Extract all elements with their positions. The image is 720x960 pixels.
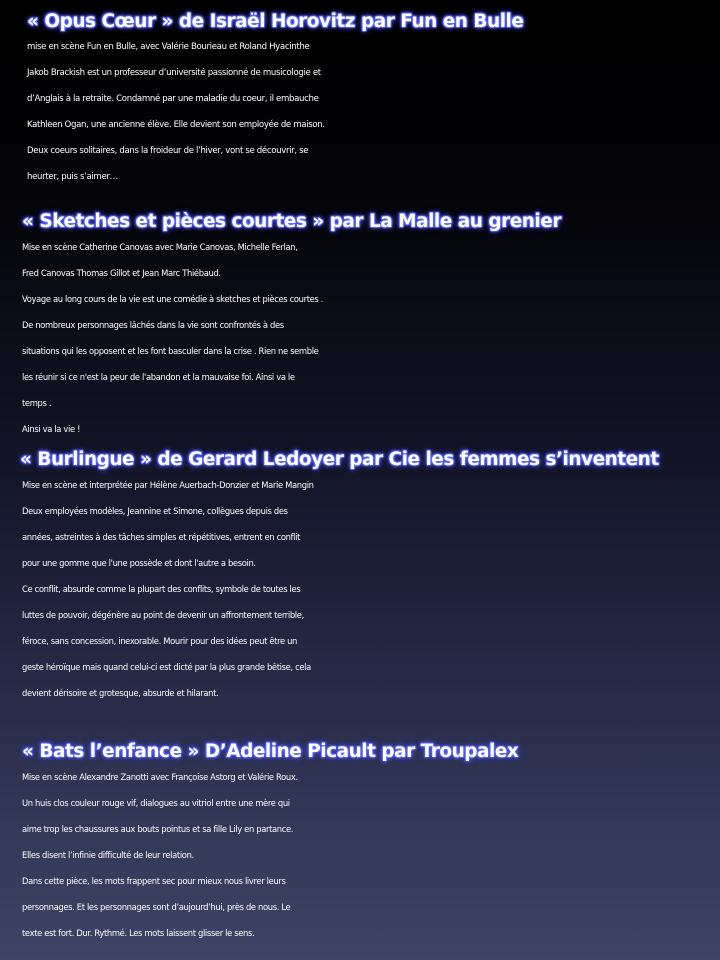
- body-line: les réunir si ce n'est la peur de l'abandon et la mauvaise foi. Ainsi va le: [22, 372, 295, 382]
- body-line: Dans cette pièce, les mots frappent sec pour mieux nous livrer leurs: [22, 876, 286, 886]
- body-line: personnages. Et les personnages sont d’aujourd’hui, près de nous. Le: [22, 902, 291, 912]
- body-line: Elles disent l’infinie difficulté de leur relation.: [22, 850, 194, 860]
- body-line: pour une gomme que l'une possède et dont l'autre a besoin.: [22, 558, 256, 568]
- section-title: « Opus Cœur » de Israël Horovitz par Fun en Bulle: [27, 11, 524, 32]
- body-line: situations qui les opposent et les font basculer dans la crise . Rien ne semble: [22, 346, 319, 356]
- body-line: devient dérisoire et grotesque, absurde et hilarant.: [22, 688, 219, 698]
- body-line: Un huis clos couleur rouge vif, dialogues au vitriol entre une mère qui: [22, 798, 290, 808]
- section-sketches: [0, 210, 720, 442]
- body-line: Mise en scène Alexandre Zanotti avec Françoise Astorg et Valérie Roux.: [22, 772, 298, 782]
- section-bats-lenfance: [0, 740, 720, 946]
- body-line: Voyage au long cours de la vie est une comédie à sketches et pièces courtes .: [22, 294, 324, 304]
- body-line: heurter, puis s’aimer…: [27, 172, 118, 182]
- section-title: « Bats l’enfance » D’Adeline Picault par Troupalex: [22, 741, 519, 762]
- section-title: « Sketches et pièces courtes » par La Malle au grenier: [22, 211, 561, 232]
- body-line: Jakob Brackish est un professeur d’université passionné de musicologie et: [27, 68, 321, 78]
- body-line: Ainsi va la vie !: [22, 424, 81, 434]
- body-line: geste héroïque mais quand celui-ci est dicté par la plus grande bêtise, cela: [22, 662, 311, 672]
- body-line: mise en scène Fun en Bulle, avec Valérie Bourieau et Roland Hyacinthe: [27, 42, 310, 52]
- section-title: « Burlingue » de Gerard Ledoyer par Cie les femmes s’inventent: [20, 449, 659, 470]
- body-line: De nombreux personnages lâchés dans la vie sont confrontés à des: [22, 320, 284, 330]
- body-line: féroce, sans concession, inexorable. Mourir pour des idées peut être un: [22, 636, 298, 646]
- body-line: d’Anglais à la retraite. Condamné par une maladie du coeur, il embauche: [27, 94, 319, 104]
- body-line: aime trop les chaussures aux bouts pointus et sa fille Lily en partance.: [22, 824, 294, 834]
- body-line: Ce conflit, absurde comme la plupart des conflits, symbole de toutes les: [22, 584, 301, 594]
- body-line: Deux employées modèles, Jeannine et Simone, collègues depuis des: [22, 506, 288, 516]
- body-line: Mise en scène Catherine Canovas avec Marie Canovas, Michelle Ferlan,: [22, 242, 298, 252]
- section-opus-coeur: [0, 10, 720, 190]
- body-line: Fred Canovas Thomas Gillot et Jean Marc Thiébaud.: [22, 268, 221, 278]
- section-burlingue: [0, 448, 720, 706]
- body-line: temps .: [22, 398, 52, 408]
- body-line: luttes de pouvoir, dégénère au point de devenir un affrontement terrible,: [22, 610, 304, 620]
- body-line: Kathleen Ogan, une ancienne élève. Elle devient son employée de maison.: [27, 120, 325, 130]
- body-line: texte est fort. Dur. Rythmé. Les mots laissent glisser le sens.: [22, 928, 255, 938]
- body-line: années, astreintes à des tâches simples et répétitives, entrent en conflit: [22, 532, 301, 542]
- body-line: Mise en scène et interprétée par Hélène Auerbach-Donzier et Marie Mangin: [22, 480, 314, 490]
- body-line: Deux coeurs solitaires, dans la froideur de l’hiver, vont se découvrir, se: [27, 146, 309, 156]
